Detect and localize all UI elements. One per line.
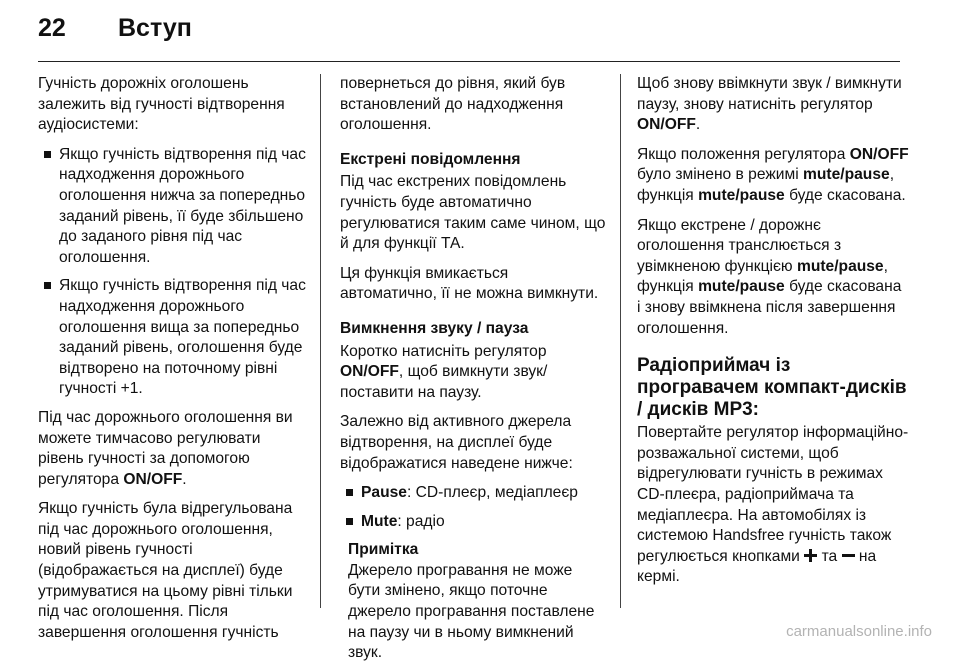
list-item — [340, 512, 606, 533]
text: Повертайте регулятор інформаційно-розважальної системи, щоб відрегулювати гучність в режимах CD-плеєра, радіоприймача та медіаплеєра. На автомобілях із системою Handsfree гучність також регулюється кнопками — [637, 424, 909, 565]
mode-name: mute/pause — [796, 257, 884, 275]
paragraph — [637, 216, 909, 340]
subheading-emergency: Екстрені повідомлення — [340, 150, 521, 168]
paragraph: Залежно від активного джерела відтворення, на дисплеї буде відображатися наведене нижче: — [340, 413, 573, 472]
paragraph: повернеться до рівня, який був встановлений до надходження оголошення. — [340, 75, 566, 134]
control-name: ON/OFF — [637, 116, 696, 134]
bullet-icon — [346, 489, 353, 496]
list-item-text — [361, 512, 606, 533]
control-name: ON/OFF — [123, 470, 183, 488]
text: Щоб знову ввімкнути звук / вимкнути паузу, знову натисніть регулятор — [637, 75, 902, 113]
text: : радіо — [397, 512, 445, 530]
plus-icon — [804, 549, 817, 562]
text: , функція — [637, 257, 888, 296]
column-divider — [620, 74, 621, 608]
bullet-icon — [44, 151, 51, 158]
list-item — [38, 276, 308, 400]
list-item — [340, 483, 606, 504]
paragraph: Ця функція вмикається автоматично, її не можна вимкнути. — [340, 264, 599, 303]
text: , щоб вимкнути звук/поставити на паузу. — [340, 363, 548, 401]
display-label: Mute — [361, 512, 398, 530]
list-item-text — [361, 483, 606, 504]
paragraph: Якщо гучність була відрегульована під час дорожнього оголошення, новий рівень гучності (відображається на дисплеї) буде утримуватися на цьому рівні тільки під час оголошення. Після завершення оголошення гучність — [38, 500, 293, 641]
text: Якщо екстрене / дорожнє оголошення транслюється з увімкненою функцією — [637, 216, 842, 275]
mode-name: mute/pause — [698, 278, 785, 296]
text: буде скасована і знову ввімкнена після завершення оголошення. — [637, 278, 902, 337]
paragraph — [637, 145, 909, 207]
bullet-icon — [346, 518, 353, 525]
text: Коротко натисніть регулятор — [340, 342, 547, 360]
text: було змінено в режимі — [637, 166, 804, 184]
mode-name: mute/pause — [698, 186, 785, 204]
text: . — [182, 470, 187, 488]
column-3 — [637, 74, 909, 597]
mode-name: mute/pause — [803, 166, 890, 184]
bullet-icon — [44, 282, 51, 289]
control-name: ON/OFF — [849, 145, 909, 163]
subheading-mute: Вимкнення звуку / пауза — [340, 319, 529, 337]
paragraph — [637, 74, 909, 136]
control-name: ON/OFF — [340, 363, 399, 381]
paragraph — [340, 342, 606, 404]
column-2 — [340, 74, 606, 664]
column-divider — [320, 74, 321, 608]
list-item-text: Якщо гучність відтворення під час надходження дорожнього оголошення нижча за попередньо заданий рівень, її буде збільшено до заданого рівня під час оголошення. — [59, 145, 306, 266]
note-box — [340, 540, 606, 664]
text: , функція — [637, 166, 895, 204]
paragraph — [637, 423, 909, 588]
display-label: Pause — [361, 484, 407, 502]
text: Якщо положення регулятора — [637, 145, 850, 163]
list-item — [38, 145, 308, 269]
paragraph — [38, 408, 308, 490]
list-item-text: Якщо гучність відтворення під час надходження дорожнього оголошення вища за попередньо заданий рівень, оголошення буде відтворено на поточному рівні гучності +1. — [59, 277, 306, 398]
header-divider — [38, 61, 900, 62]
note-title: Примітка — [348, 541, 419, 559]
page-number: 22 — [38, 14, 66, 42]
text: . — [695, 116, 701, 134]
text: на кермі. — [637, 547, 877, 586]
section-heading: Радіоприймач із програвачем компакт-дисків / дисків MP3: — [637, 355, 907, 421]
column-1 — [38, 74, 308, 652]
minus-icon — [842, 549, 855, 562]
text: та — [817, 547, 842, 565]
paragraph: Гучність дорожніх оголошень залежить від гучності відтворення аудіосистеми: — [38, 75, 285, 134]
page-header — [0, 0, 960, 62]
section-title: Вступ — [118, 14, 192, 42]
text: : CD-плеєр, медіаплеєр — [406, 484, 578, 502]
text: Під час дорожнього оголошення ви можете тимчасово регулювати рівень гучності за допомогою регулятора — [38, 408, 293, 488]
paragraph: Під час екстрених повідомлень гучність буде автоматично регулюватися таким саме чином, що й для функції ТА. — [340, 173, 606, 253]
text: буде скасована. — [784, 186, 906, 204]
watermark: carmanualsonline.info — [786, 623, 932, 640]
note-text: Джерело програвання не може бути змінено, якщо поточне джерело програвання поставлене на паузу чи в ньому вимкнений звук. — [348, 561, 595, 662]
